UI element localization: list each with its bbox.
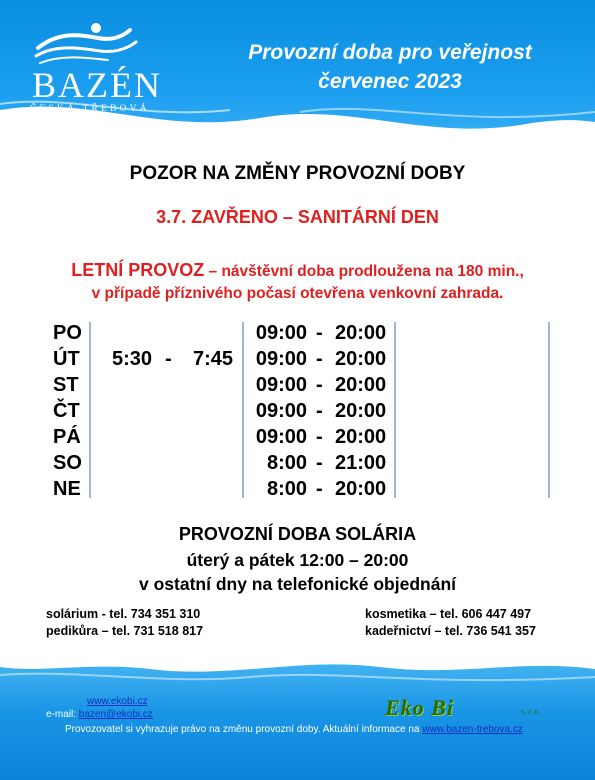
open-to: 20:00 — [335, 322, 387, 344]
time-dash: - — [316, 322, 323, 344]
time-dash: - — [316, 400, 323, 422]
open-from: 09:00 — [255, 400, 307, 422]
header-banner — [0, 0, 595, 150]
website-link[interactable]: www.ekobi.cz — [87, 696, 148, 707]
day-label: ČT — [53, 400, 80, 422]
time-dash: - — [316, 348, 323, 370]
solarium-hours: úterý a pátek 12:00 – 20:00 — [186, 550, 409, 570]
open-to: 20:00 — [335, 478, 387, 500]
schedule-row — [53, 426, 553, 452]
logo-wordmark: BAZÉN — [32, 65, 162, 105]
contact-line: solárium - tel. 734 351 310 — [46, 607, 201, 621]
time-dash: - — [316, 426, 323, 448]
day-label: ÚT — [53, 348, 80, 370]
schedule-row — [53, 400, 553, 426]
page-title — [200, 38, 580, 96]
ekobi-brand-logo: Eko Bi — [385, 695, 454, 720]
summer-text: – návštěvní doba prodloužena na 180 min., — [204, 263, 524, 280]
schedule-row — [53, 478, 553, 504]
morning-to: 7:45 — [193, 348, 234, 370]
logo-subtitle: ČESKÁ TŘEBOVÁ — [30, 104, 150, 114]
schedule-row — [53, 348, 553, 374]
contacts-left — [46, 606, 203, 640]
day-label: NE — [53, 478, 81, 500]
open-to: 20:00 — [335, 400, 387, 422]
summer-line-2: v případě příznivého počasí otevřena venkovní zahrada. — [91, 285, 504, 302]
open-to: 20:00 — [335, 348, 387, 370]
contacts-right — [365, 606, 536, 640]
summer-operation-notice — [20, 259, 575, 305]
open-from: 8:00 — [266, 478, 307, 500]
open-from: 8:00 — [266, 452, 307, 474]
solarium-booking-note: v ostatní dny na telefonické objednání — [139, 574, 456, 594]
contact-line: pedikůra – tel. 731 518 817 — [46, 624, 204, 638]
opening-hours-table — [53, 320, 553, 500]
disclaimer-link[interactable]: www.bazen-trebova.cz — [422, 724, 523, 735]
bazen-logo — [18, 18, 168, 118]
day-label: PÁ — [53, 426, 81, 448]
time-dash: - — [316, 452, 323, 474]
open-to: 21:00 — [335, 452, 387, 474]
open-to: 20:00 — [335, 374, 387, 396]
open-from: 09:00 — [255, 426, 307, 448]
time-dash: - — [165, 348, 172, 370]
change-warning-heading: POZOR NA ZMĚNY PROVOZNÍ DOBY — [129, 163, 466, 184]
open-from: 09:00 — [255, 374, 307, 396]
swimmer-wave-icon — [18, 18, 168, 68]
closed-day-notice: 3.7. ZAVŘENO – SANITÁRNÍ DEN — [156, 207, 439, 227]
time-dash: - — [316, 374, 323, 396]
email-line: e-mail: bazen@ekobi.cz — [46, 709, 153, 720]
day-label: PO — [53, 322, 82, 344]
schedule-row — [53, 452, 553, 478]
day-label: SO — [53, 452, 82, 474]
email-link[interactable]: bazen@ekobi.cz — [78, 709, 153, 720]
open-to: 20:00 — [335, 426, 387, 448]
time-dash: - — [316, 478, 323, 500]
schedule-row — [53, 322, 553, 348]
disclaimer: Provozovatel si vyhrazuje právo na změnu provozní doby. Aktuální informace na www.bazen-trebova.cz — [65, 724, 523, 735]
solarium-heading: PROVOZNÍ DOBA SOLÁRIA — [178, 524, 417, 544]
schedule-row — [53, 374, 553, 400]
open-from: 09:00 — [255, 348, 307, 370]
ekobi-brand-suffix: s.r.o. — [521, 707, 543, 716]
contact-line: kosmetika – tel. 606 447 497 — [365, 607, 532, 621]
title-line-2: červenec 2023 — [318, 70, 462, 93]
contact-line: kadeřnictví – tel. 736 541 357 — [365, 624, 536, 638]
morning-from: 5:30 — [112, 348, 153, 370]
title-line-1: Provozní doba pro veřejnost — [248, 41, 532, 64]
open-from: 09:00 — [255, 322, 307, 344]
summer-label: LETNÍ PROVOZ — [71, 260, 205, 280]
day-label: ST — [53, 374, 79, 396]
